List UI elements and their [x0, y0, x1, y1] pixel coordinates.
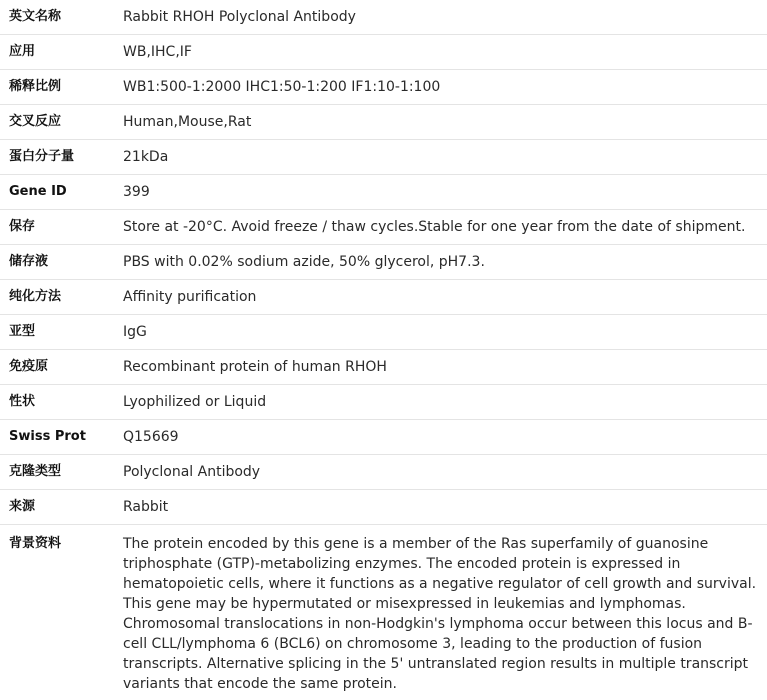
spec-value: Affinity purification: [123, 280, 767, 315]
spec-label: 性状: [0, 385, 123, 420]
spec-value: Polyclonal Antibody: [123, 455, 767, 490]
spec-label: 背景资料: [9, 536, 62, 551]
spec-value: Q15669: [123, 420, 767, 455]
spec-row-dilution: [0, 70, 767, 105]
spec-label: 保存: [0, 210, 123, 245]
spec-label: 应用: [0, 35, 123, 70]
spec-row-background: [0, 525, 767, 699]
spec-row-host: [0, 490, 767, 525]
spec-label: 蛋白分子量: [0, 140, 123, 175]
spec-row-cross-reactivity: [0, 105, 767, 140]
spec-value: WB,IHC,IF: [123, 35, 767, 70]
spec-value: 399: [123, 175, 767, 210]
spec-row-storage: [0, 210, 767, 245]
spec-label: 英文名称: [0, 0, 123, 35]
spec-label: 交叉反应: [0, 105, 123, 140]
spec-row-molecular-weight: [0, 140, 767, 175]
spec-label: 克隆类型: [0, 455, 123, 490]
spec-row-clonality: [0, 455, 767, 490]
spec-value: Recombinant protein of human RHOH: [123, 350, 767, 385]
spec-label: Gene ID: [0, 175, 123, 210]
spec-value: 21kDa: [123, 140, 767, 175]
spec-row-english-name: [0, 0, 767, 35]
spec-value: Lyophilized or Liquid: [123, 385, 767, 420]
spec-value: Human,Mouse,Rat: [123, 105, 767, 140]
spec-label: 免疫原: [0, 350, 123, 385]
spec-row-isotype: [0, 315, 767, 350]
spec-row-purification: [0, 280, 767, 315]
spec-value: Store at -20°C. Avoid freeze / thaw cycles.Stable for one year from the date of shipment.: [123, 210, 767, 245]
spec-value: Rabbit RHOH Polyclonal Antibody: [123, 0, 767, 35]
spec-label: 稀释比例: [0, 70, 123, 105]
spec-value: IgG: [123, 315, 767, 350]
spec-row-storage-buffer: [0, 245, 767, 280]
spec-label: 纯化方法: [0, 280, 123, 315]
spec-value: WB1:500-1:2000 IHC1:50-1:200 IF1:10-1:100: [123, 70, 767, 105]
spec-label: Swiss Prot: [0, 420, 123, 455]
spec-row-form: [0, 385, 767, 420]
spec-label: 储存液: [0, 245, 123, 280]
spec-label: 亚型: [0, 315, 123, 350]
spec-row-immunogen: [0, 350, 767, 385]
spec-row-gene-id: [0, 175, 767, 210]
spec-value: Rabbit: [123, 490, 767, 525]
spec-row-swiss-prot: [0, 420, 767, 455]
spec-value: PBS with 0.02% sodium azide, 50% glycerol, pH7.3.: [123, 245, 767, 280]
spec-label: 来源: [0, 490, 123, 525]
spec-value-background: The protein encoded by this gene is a member of the Ras superfamily of guanosine triphosphate (GTP)-metabolizing enzymes. The encoded protein is expressed in hematopoietic cells, where it functions as a negative regulator of cell growth and survival. This gene may be hypermutated or misexpressed in leukemias and lymphomas. Chromosomal translocations in non-Hodgkin's lymphoma occur between this locus and B-cell CLL/lymphoma 6 (BCL6) on chromosome 3, leading to the production of fusion transcripts. Alternative splicing in the 5' untranslated region results in multiple transcript variants that encode the same protein.: [123, 536, 757, 692]
spec-row-application: [0, 35, 767, 70]
